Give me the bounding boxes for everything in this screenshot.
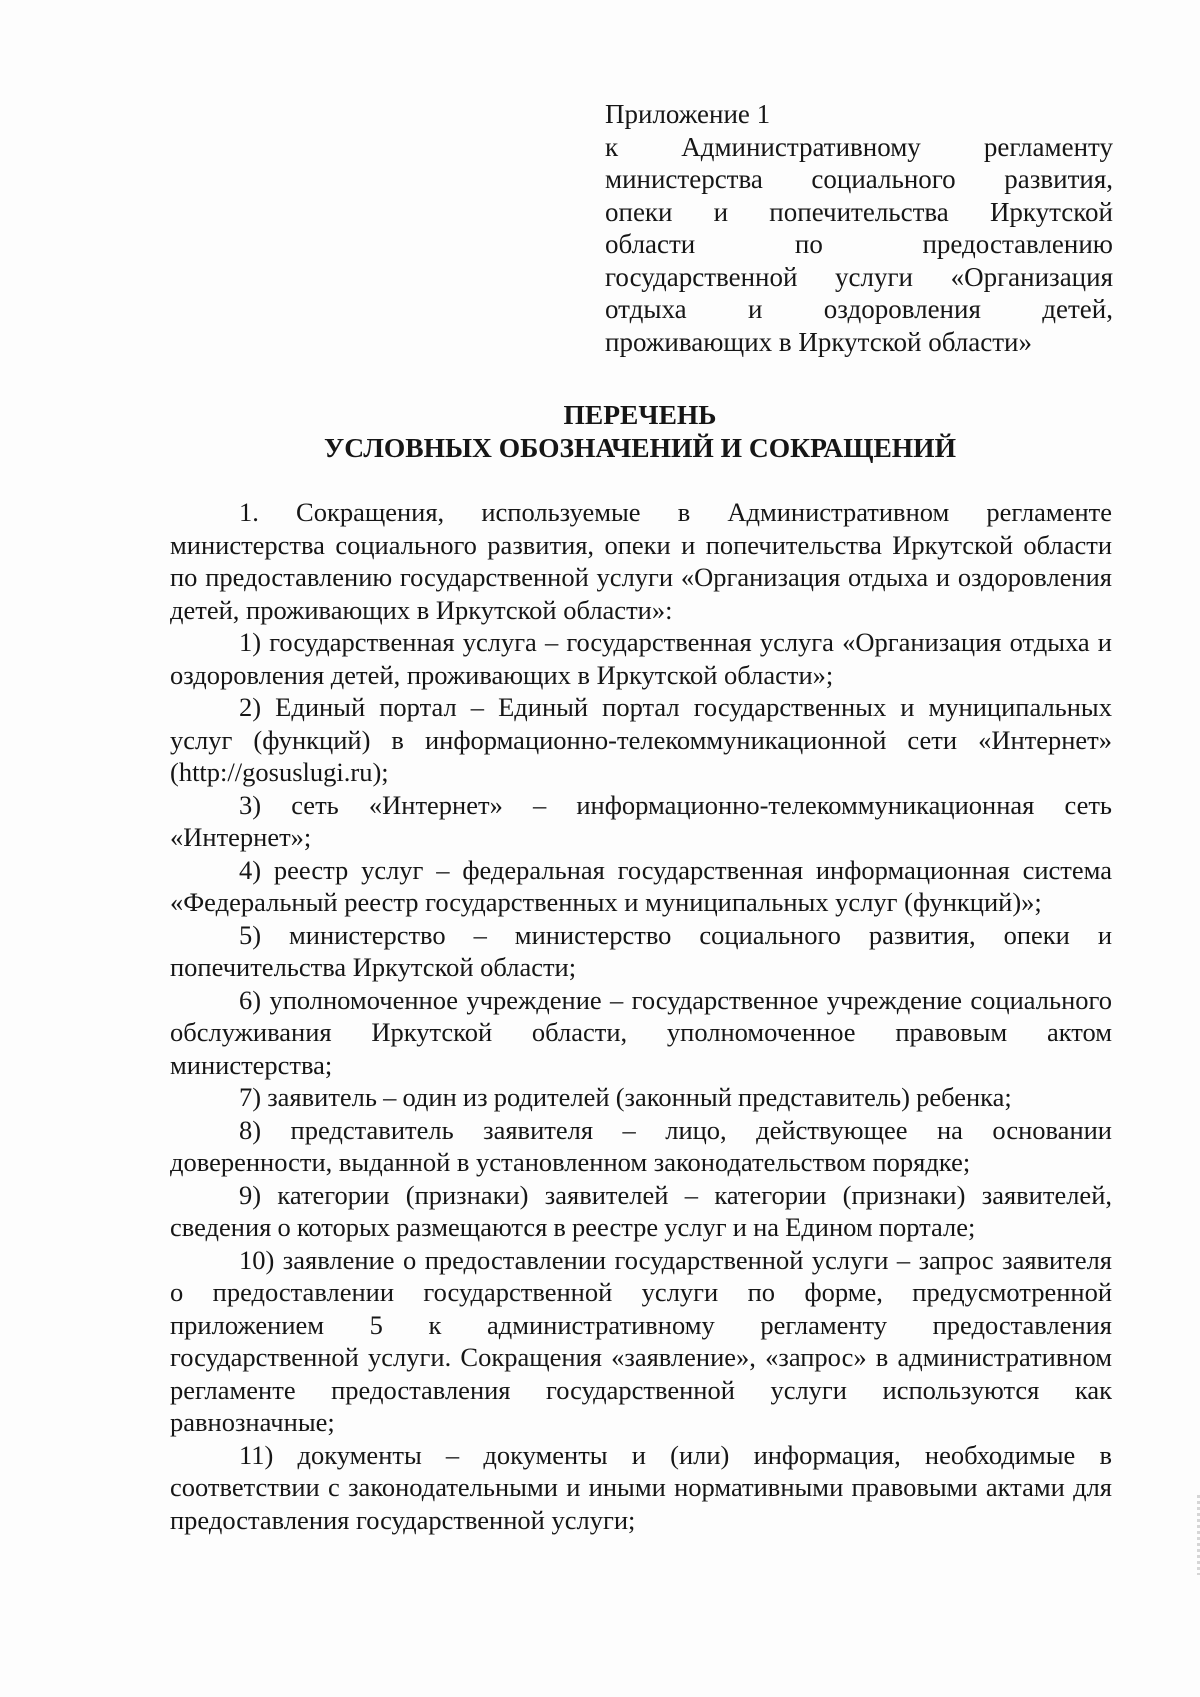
list-item-9: 9) категории (признаки) заявителей – категории (признаки) заявителей, сведения о которых размещаются в реестре услуг и на Едином портале; — [170, 1179, 1112, 1242]
list-item-3: 3) сеть «Интернет» – информационно-телекоммуникационная сеть «Интернет»; — [170, 789, 1112, 852]
list-item-10: 10) заявление о предоставлении государственной услуги – запрос заявителя о предоставлении государственной услуги по форме, предусмотренной приложением 5 к административному регламенту предоставления государственной услуги. Сокращения «заявление», «запрос» в административном регламенте предоставления государственной услуги используются как равнозначные; — [170, 1244, 1112, 1437]
document-body — [170, 496, 1112, 1536]
appendix-line: к Административному регламенту — [605, 131, 1113, 162]
list-item-5: 5) министерство – министерство социального развития, опеки и попечительства Иркутской области; — [170, 919, 1112, 982]
paragraph-1: 1. Сокращения, используемые в Административном регламенте министерства социального развития, опеки и попечительства Иркутской области по предоставлению государственной услуги «Организация отдыха и оздоровления детей, проживающих в Иркутской области»: — [170, 497, 1112, 625]
title-line-2: УСЛОВНЫХ ОБОЗНАЧЕНИЙ И СОКРАЩЕНИЙ — [324, 432, 956, 463]
appendix-line: области по предоставлению — [605, 229, 1113, 259]
title-line-1: ПЕРЕЧЕНЬ — [563, 399, 717, 430]
appendix-header — [605, 98, 1113, 358]
appendix-line: министерства социального развития, — [605, 164, 1113, 194]
list-item-11: 11) документы – документы и (или) информация, необходимые в соответствии с законодательными и иными нормативными правовыми актами для предоставления государственной услуги; — [170, 1439, 1112, 1535]
list-item-6: 6) уполномоченное учреждение – государственное учреждение социального обслуживания Иркутской области, уполномоченное правовым актом министерства; — [170, 984, 1112, 1080]
document-title — [170, 398, 1110, 464]
appendix-line: государственной услуги «Организация — [605, 261, 1113, 292]
appendix-line: проживающих в Иркутской области» — [605, 326, 1032, 357]
list-item-7: 7) заявитель – один из родителей (законный представитель) ребенка; — [239, 1082, 1012, 1112]
list-item-2: 2) Единый портал – Единый портал государственных и муниципальных услуг (функций) в информационно-телекоммуникационной сети «Интернет» (http://gosuslugi.ru); — [170, 692, 1112, 787]
list-item-1: 1) государственная услуга – государственная услуга «Организация отдыха и оздоровления детей, проживающих в Иркутской области»; — [170, 627, 1112, 690]
appendix-line: Приложение 1 — [605, 99, 771, 129]
list-item-8: 8) представитель заявителя – лицо, действующее на основании доверенности, выданной в установленном законодательством порядке; — [170, 1114, 1112, 1177]
appendix-line: отдыха и оздоровления детей, — [605, 294, 1113, 324]
list-item-4: 4) реестр услуг – федеральная государственная информационная система «Федеральный реестр государственных и муниципальных услуг (функций)»; — [170, 854, 1112, 917]
appendix-line: опеки и попечительства Иркутской — [605, 196, 1113, 227]
